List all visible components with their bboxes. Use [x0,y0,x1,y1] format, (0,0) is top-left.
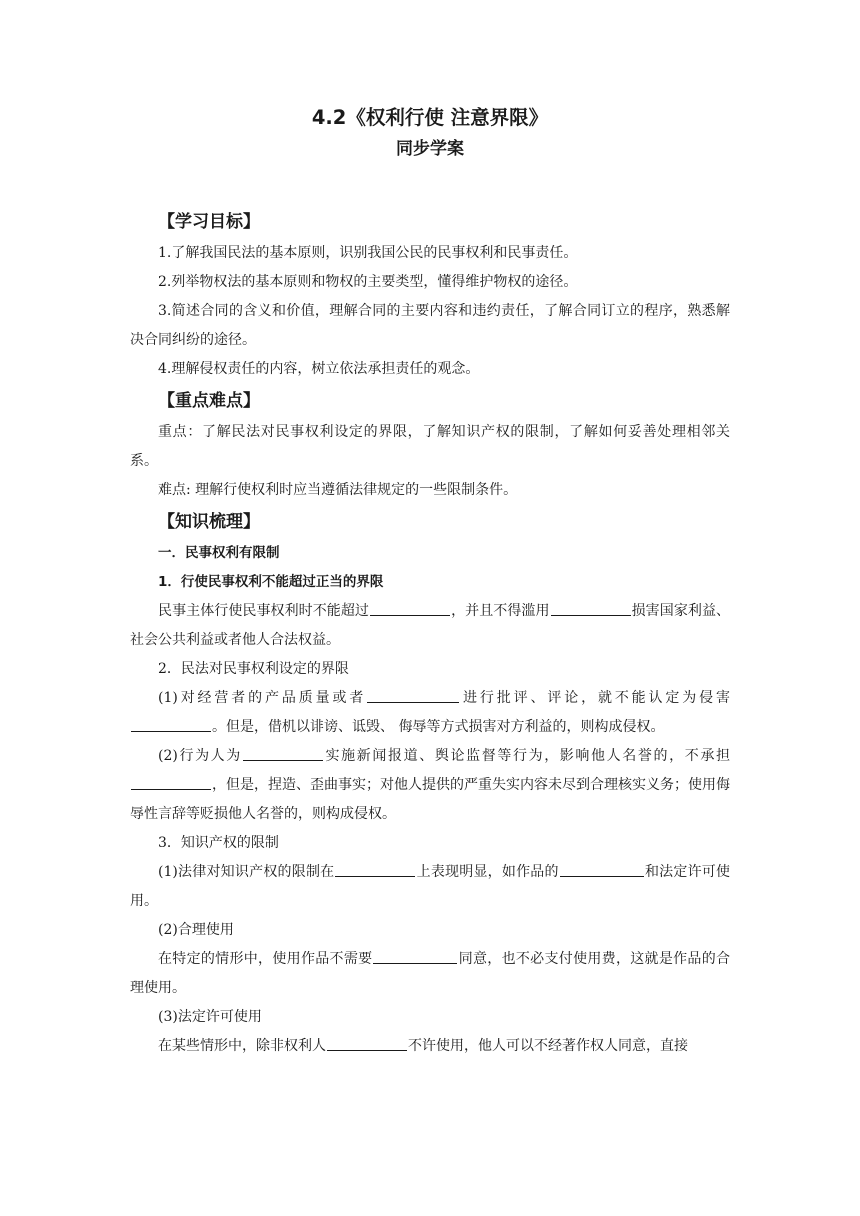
subsection-heading: 1．行使民事权利不能超过正当的界限 [158,574,384,590]
fill-blank[interactable] [335,862,415,877]
document-subtitle: 同步学案 [396,139,464,159]
paragraph-fill-3: (2)行为人为 实施新闻报道、舆论监督等行为，影响他人名誉的，不承担，但是，捏造、歪曲事实；对他人提供的严重失实内容未尽到合理核实义务；使用侮辱性言辞等贬损他人名誉的，则构成侵权。 [130,748,730,822]
fill-blank[interactable] [327,1036,407,1051]
fill-blank[interactable] [131,717,211,732]
subsection-label: (2)合理使用 [158,922,234,938]
document-title: 4.2《权利行使 注意界限》 [311,106,549,129]
goal-item: 4.理解侵权责任的内容，树立依法承担责任的观念。 [158,361,480,377]
subsection-heading: 3．知识产权的限制 [158,835,279,851]
goal-item: 2.列举物权法的基本原则和物权的主要类型，懂得维护物权的途径。 [158,274,578,290]
paragraph-fill-1: 民事主体行使民事权利时不能超过 ，并且不得滥用 损害国家利益、社会公共利益或者他人合法权益。 [130,603,731,648]
fill-blank[interactable] [367,688,459,703]
goals-heading: 【学习目标】 [158,212,260,232]
paragraph-fill-2: (1)对经营者的产品质量或者 进行批评、评论，就不能认定为侵害。但是，借机以诽谤、诋毁、 侮辱等方式损害对方利益的，则构成侵权。 [130,684,730,742]
key-point: 重点：了解民法对民事权利设定的界限，了解知识产权的限制，了解如何妥善处理相邻关系。 [130,424,730,469]
section-heading: 一．民事权利有限制 [158,545,280,561]
goal-item: 1.了解我国民法的基本原则，识别我国公民的民事权利和民事责任。 [158,245,578,261]
paragraph-fill-4: (1)法律对知识产权的限制在 上表现明显，如作品的 和法定许可使用。 [130,864,731,909]
fill-blank[interactable] [370,601,450,616]
knowledge-heading: 【知识梳理】 [158,512,260,532]
paragraph-fill-5: 在特定的情形中，使用作品不需要 同意，也不必支付使用费，这就是作品的合理使用。 [130,951,731,996]
keypoints-heading: 【重点难点】 [158,391,260,411]
paragraph-fill-6: 在某些情形中，除非权利人 不许使用，他人可以不经著作权人同意，直接 [158,1038,688,1054]
subsection-label: (3)法定许可使用 [158,1009,262,1025]
difficult-point: 难点: 理解行使权利时应当遵循法律规定的一些限制条件。 [158,482,518,498]
goal-item: 3.简述合同的含义和价值，理解合同的主要内容和违约责任，了解合同订立的程序，熟悉解决合同纠纷的途径。 [130,303,730,348]
document-content [130,104,730,1061]
fill-blank[interactable] [131,775,211,790]
fill-blank[interactable] [551,601,631,616]
fill-blank[interactable] [243,746,323,761]
subsection-heading: 2．民法对民事权利设定的界限 [158,661,349,677]
fill-blank[interactable] [560,862,644,877]
fill-blank[interactable] [373,949,457,964]
